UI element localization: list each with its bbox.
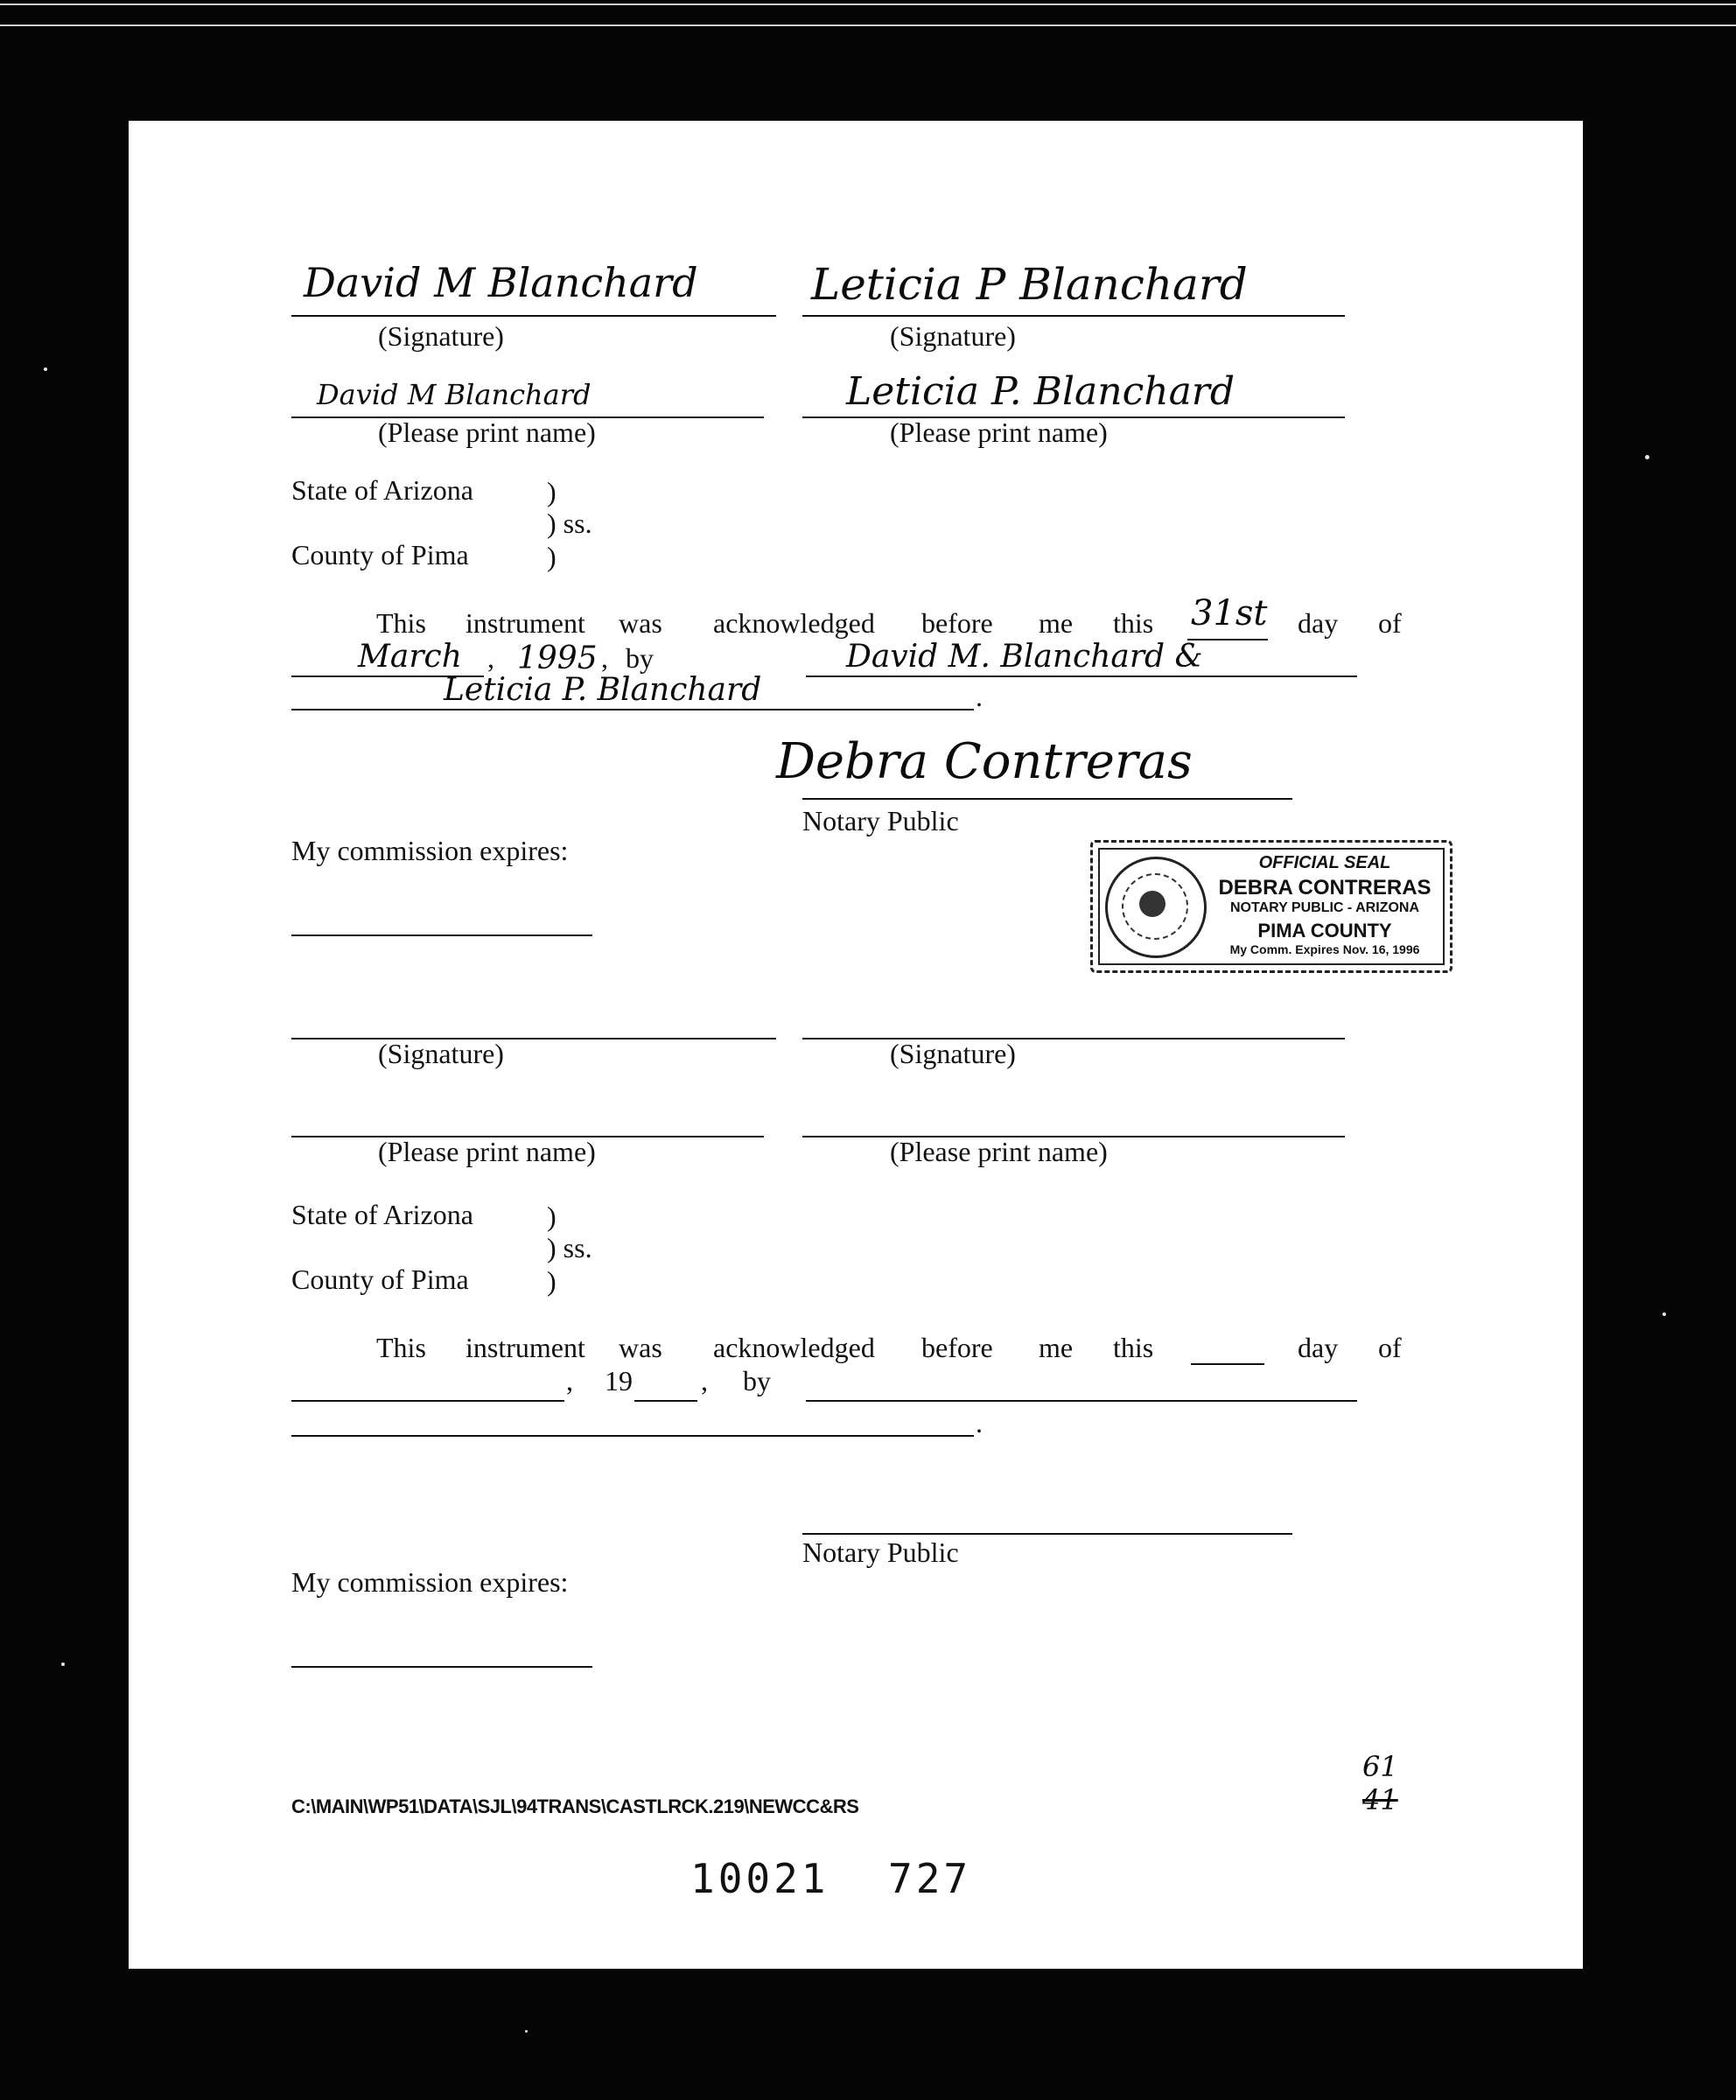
ack-names-line xyxy=(806,1400,1357,1402)
arizona-seal-icon xyxy=(1105,857,1207,958)
signature-line-left xyxy=(291,315,776,317)
paren: ) xyxy=(547,541,556,572)
seal-line-1: OFFICIAL SEAL xyxy=(1258,853,1391,872)
notary-signature-line xyxy=(802,1533,1292,1535)
ack-day-word: day xyxy=(1298,607,1339,639)
commission-expires-label: My commission expires: xyxy=(291,835,569,866)
bates-number-right: 727 xyxy=(888,1855,972,1902)
ack-names-line xyxy=(291,1435,974,1437)
ack-month-value: March xyxy=(358,639,462,675)
ack-by-word: by xyxy=(626,642,654,674)
ack-month-line xyxy=(291,1400,564,1402)
scan-speck xyxy=(1645,455,1649,459)
ack-day-value: 31st xyxy=(1191,593,1268,634)
ack-year-value: 1995 xyxy=(517,640,598,676)
scan-edge-line xyxy=(0,24,1736,26)
state-label: State of Arizona xyxy=(291,1199,473,1230)
page-number-struck: 41 xyxy=(1362,1783,1398,1816)
ack-of-word: of xyxy=(1378,1332,1402,1363)
seal-emblem-ring xyxy=(1122,873,1188,940)
ack-word: This xyxy=(376,1332,426,1363)
page-number-handwritten: 61 xyxy=(1362,1750,1398,1783)
ack-word: me xyxy=(1039,607,1074,639)
ack-by-word: by xyxy=(743,1365,771,1396)
ack-year-line xyxy=(634,1400,697,1402)
signature-label-left: (Signature) xyxy=(378,1038,504,1069)
seal-line-3: NOTARY PUBLIC - ARIZONA xyxy=(1230,900,1419,915)
ack-year-prefix: 19 xyxy=(605,1365,633,1396)
ack-word: before xyxy=(921,607,993,639)
ack-word: before xyxy=(921,1332,993,1363)
signature-label-right: (Signature) xyxy=(890,320,1016,352)
document-page xyxy=(129,121,1583,1969)
signature-david: David M Blanchard xyxy=(304,259,698,306)
ack-comma: , xyxy=(701,1365,708,1396)
signature-label-right: (Signature) xyxy=(890,1038,1016,1069)
paren: ) xyxy=(547,476,556,508)
scan-speck xyxy=(44,368,47,371)
ack-names-line1: David M. Blanchard & xyxy=(846,639,1203,675)
print-label-left: (Please print name) xyxy=(378,1136,596,1167)
commission-expires-line xyxy=(291,1666,592,1668)
ack-word: instrument xyxy=(466,607,585,639)
ack-word: this xyxy=(1113,607,1154,639)
scan-speck xyxy=(525,2030,528,2033)
file-path: C:\MAIN\WP51\DATA\SJL\94TRANS\CASTLRCK.219\NEWCC&RS xyxy=(291,1796,859,1817)
ack-word: me xyxy=(1039,1332,1074,1363)
county-label: County of Pima xyxy=(291,1264,469,1295)
ack-day-line xyxy=(1191,1363,1264,1365)
signature-line-left xyxy=(291,1038,776,1040)
ack-period: . xyxy=(976,1407,983,1438)
signature-leticia: Leticia P Blanchard xyxy=(811,259,1248,310)
printed-name-left: David M Blanchard xyxy=(317,378,592,411)
paren: ) xyxy=(547,1265,556,1297)
ack-day-word: day xyxy=(1298,1332,1339,1363)
ack-comma: , xyxy=(566,1365,573,1396)
seal-emblem-center xyxy=(1139,891,1166,917)
ack-names-line2: Leticia P. Blanchard xyxy=(444,672,762,708)
paren: ) xyxy=(547,1200,556,1232)
signature-label-left: (Signature) xyxy=(378,320,504,352)
ack-word: was xyxy=(619,1332,662,1363)
ss-label: ) ss. xyxy=(547,508,592,539)
scan-edge-line xyxy=(0,4,1736,5)
seal-line-2: DEBRA CONTRERAS xyxy=(1218,876,1432,900)
ack-comma: , xyxy=(487,642,494,674)
ack-comma: , xyxy=(601,642,608,674)
print-label-left: (Please print name) xyxy=(378,416,596,448)
seal-line-5: My Comm. Expires Nov. 16, 1996 xyxy=(1229,942,1420,956)
ack-word: acknowledged xyxy=(713,607,875,639)
notary-signature-line xyxy=(802,798,1292,800)
commission-expires-line xyxy=(291,934,592,936)
scan-speck xyxy=(61,1662,65,1666)
county-label: County of Pima xyxy=(291,539,469,570)
official-seal-stamp xyxy=(1090,840,1452,973)
ack-period: . xyxy=(976,681,983,712)
scan-speck xyxy=(1662,1312,1666,1316)
ack-of-word: of xyxy=(1378,607,1402,639)
bates-number-left: 10021 xyxy=(690,1855,830,1902)
signature-line-right xyxy=(802,315,1345,317)
seal-line-4: PIMA COUNTY xyxy=(1257,920,1392,942)
notary-public-label: Notary Public xyxy=(802,805,959,836)
commission-expires-label: My commission expires: xyxy=(291,1566,569,1598)
ss-label: ) ss. xyxy=(547,1232,592,1264)
print-label-right: (Please print name) xyxy=(890,1136,1108,1167)
ack-word: acknowledged xyxy=(713,1332,875,1363)
ack-names-line xyxy=(291,709,974,710)
ack-word: This xyxy=(376,607,426,639)
notary-public-label: Notary Public xyxy=(802,1536,959,1568)
ack-word: this xyxy=(1113,1332,1154,1363)
print-label-right: (Please print name) xyxy=(890,416,1108,448)
state-label: State of Arizona xyxy=(291,474,473,506)
ack-word: was xyxy=(619,607,662,639)
printed-name-right: Leticia P. Blanchard xyxy=(846,369,1235,414)
ack-names-line xyxy=(806,676,1357,677)
notary-signature: Debra Contreras xyxy=(776,733,1193,790)
signature-line-right xyxy=(802,1038,1345,1040)
ack-word: instrument xyxy=(466,1332,585,1363)
